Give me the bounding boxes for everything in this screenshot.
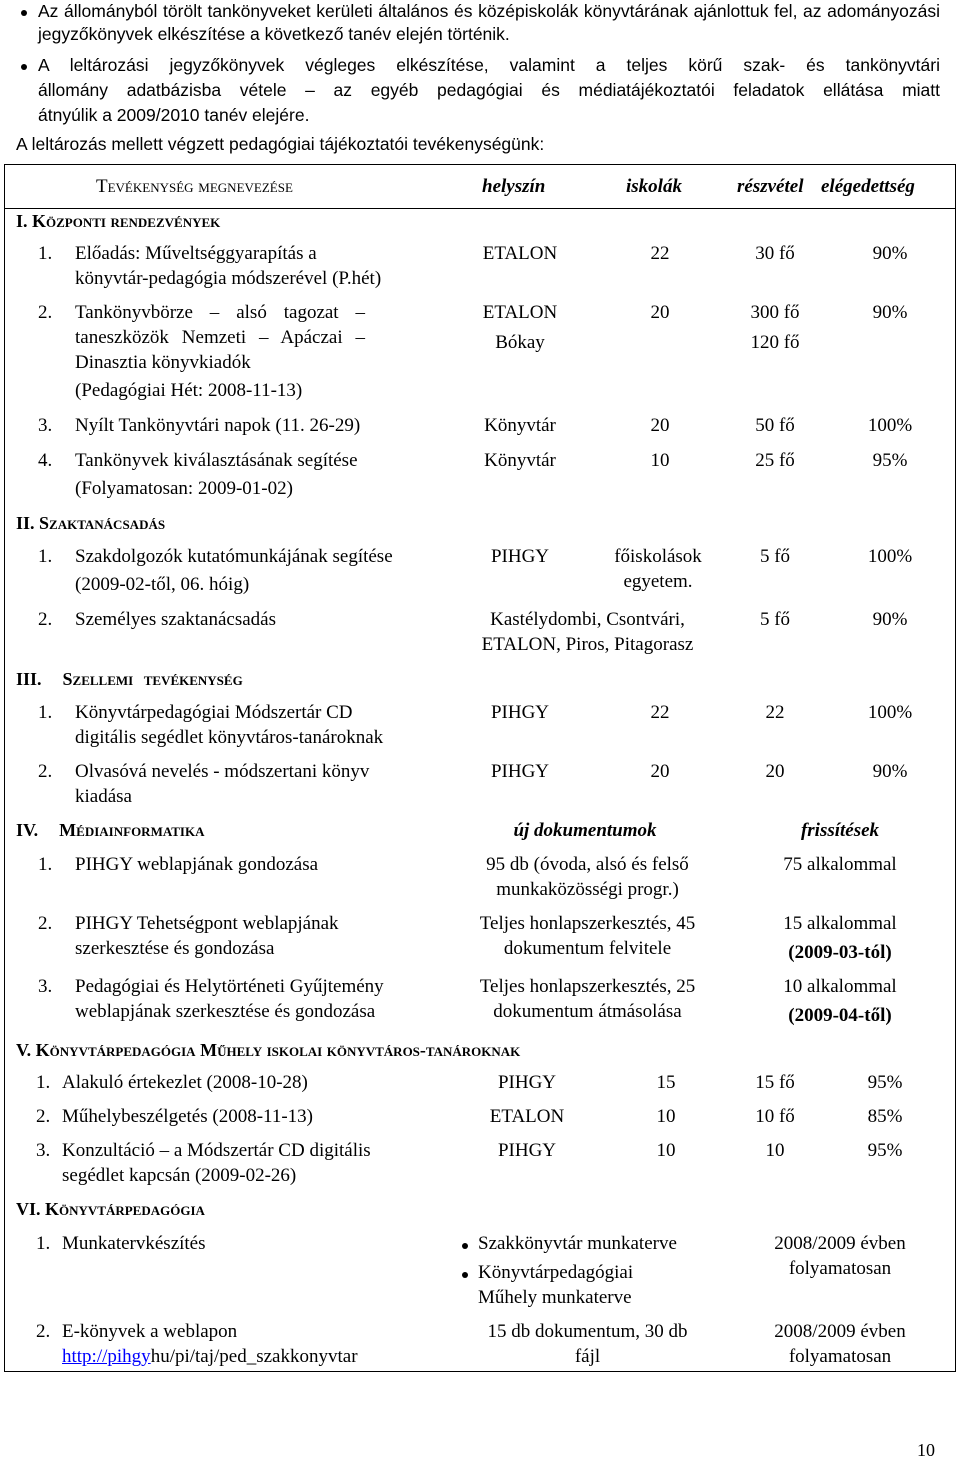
s2-row1-num: 1. <box>38 546 53 567</box>
s3-row2-num: 2. <box>38 761 53 782</box>
bullet-icon <box>21 10 27 16</box>
intro-bullet-2-line-1: A leltározási jegyzőkönyvek végleges elkészítése, valamint a teljes körű szak- és tankönyvtári <box>38 55 940 75</box>
s3-row2-location: PIHGY <box>490 761 550 782</box>
s4-row2-new-1: Teljes honlapszerkesztés, 45 <box>479 913 696 934</box>
s1-row4-participation: 25 fő <box>755 450 795 471</box>
activities-heading: A leltározás mellett végzett pedagógiai tájékoztatói tevékenységünk: <box>16 134 545 154</box>
s2-row2-line1: Személyes szaktanácsadás <box>75 609 276 630</box>
s3-row2-schools: 20 <box>650 761 670 782</box>
s4-row1-updates-1: 75 alkalommal <box>783 854 897 875</box>
intro-bullet-2-line-3: átnyúlik a 2009/2010 tanév elejére. <box>38 105 310 125</box>
s2-row1-line2: (2009-02-től, 06. hóig) <box>75 574 250 595</box>
s4-header-updates: frissítések <box>800 820 880 841</box>
s4-row3-line2: weblapjának szerkesztése és gondozása <box>75 1001 376 1022</box>
s2-row1-schools-1: főiskolások <box>614 546 702 567</box>
s1-row3-line1: Nyílt Tankönyvtári napok (11. 26-29) <box>75 415 361 436</box>
s3-row2-participation: 20 <box>765 761 785 782</box>
s5-row3-line2: segédlet kapcsán (2009-02-26) <box>62 1165 297 1186</box>
s5-row1-location: PIHGY <box>497 1072 557 1093</box>
s6-row2-docs-2: fájl <box>574 1346 601 1367</box>
s6-row1-bullet-1: Szakkönyvtár munkaterve <box>478 1233 677 1254</box>
s4-row2-num: 2. <box>38 913 53 934</box>
s1-row1-line2: könyvtár-pedagógia módszerével (P.hét) <box>75 268 382 289</box>
s2-row1-schools-2: egyetem. <box>623 571 693 592</box>
s1-row1-num: 1. <box>38 243 53 264</box>
s4-row1-new-1: 95 db (óvoda, alsó és felső <box>486 854 689 875</box>
s1-row2-participation-1: 300 fő <box>750 302 800 323</box>
s1-row2-participation-2: 120 fő <box>750 332 800 353</box>
page-number: 10 <box>917 1440 935 1460</box>
s1-row2-line4: (Pedagógiai Hét: 2008-11-13) <box>75 380 303 401</box>
s1-row3-participation: 50 fő <box>755 415 795 436</box>
section-6-title: VI. Könyvtárpedagógia <box>16 1199 205 1219</box>
section-2-title: II. Szaktanácsadás <box>16 513 166 533</box>
s2-row2-satisfaction: 90% <box>872 609 908 630</box>
s5-row3-num: 3. <box>36 1140 51 1161</box>
s2-row2-num: 2. <box>38 609 53 630</box>
s5-row1-num: 1. <box>36 1072 51 1093</box>
bullet-icon <box>462 1243 468 1249</box>
s5-row2-satisfaction: 85% <box>867 1106 903 1127</box>
header-participation: részvétel <box>737 176 804 197</box>
section-4-title: IV. Médiainformatika <box>16 820 205 840</box>
s1-row1-location: ETALON <box>482 243 558 264</box>
s1-row3-location: Könyvtár <box>484 415 556 436</box>
s1-row2-location-1: ETALON <box>482 302 558 323</box>
s6-row1-line1: Munkatervkészítés <box>62 1233 206 1254</box>
s6-row2-time-1: 2008/2009 évben <box>774 1321 906 1342</box>
table-header-divider <box>4 208 956 209</box>
s3-row1-participation: 22 <box>765 702 785 723</box>
s4-row3-line1: Pedagógiai és Helytörténeti Gyűjtemény <box>75 976 384 997</box>
s1-row4-location: Könyvtár <box>484 450 556 471</box>
s2-row2-location-2: ETALON, Piros, Pitagorasz <box>481 634 694 655</box>
s1-row2-satisfaction: 90% <box>872 302 908 323</box>
s5-row1-participation: 15 fő <box>755 1072 795 1093</box>
s5-row1-satisfaction: 95% <box>867 1072 903 1093</box>
s5-row2-schools: 10 <box>656 1106 676 1127</box>
s2-row2-location-1: Kastélydombi, Csontvári, <box>490 609 685 630</box>
s1-row1-participation: 30 fő <box>755 243 795 264</box>
s1-row3-schools: 20 <box>650 415 670 436</box>
pihgy-link[interactable]: http://pihgy <box>62 1346 151 1367</box>
header-activity-name: Tevékenység megnevezése <box>96 176 293 197</box>
s3-row2-line2: kiadása <box>75 786 132 807</box>
s3-row2-line1: Olvasóvá nevelés - módszertani könyv <box>75 761 370 782</box>
s1-row2-schools: 20 <box>650 302 670 323</box>
s1-row1-line1: Előadás: Műveltséggyarapítás a <box>75 243 317 264</box>
s1-row1-satisfaction: 90% <box>872 243 908 264</box>
s2-row1-participation: 5 fő <box>759 546 791 567</box>
s3-row1-schools: 22 <box>650 702 670 723</box>
s1-row2-line3: Dinasztia könyvkiadók <box>75 352 251 373</box>
s1-row3-num: 3. <box>38 415 53 436</box>
s3-row1-num: 1. <box>38 702 53 723</box>
bullet-icon <box>21 64 27 70</box>
s6-row2-time-2: folyamatosan <box>788 1346 892 1367</box>
s5-row2-location: ETALON <box>489 1106 565 1127</box>
s1-row4-schools: 10 <box>650 450 670 471</box>
s6-row2-line1: E-könyvek a weblapon <box>62 1321 238 1342</box>
s1-row2-line1: Tankönyvbörze – alsó tagozat – <box>75 302 365 323</box>
s4-row2-line1: PIHGY Tehetségpont weblapjának <box>75 913 339 934</box>
s6-row1-bullet-2a: Könyvtárpedagógiai <box>478 1262 634 1283</box>
s3-row1-satisfaction: 100% <box>867 702 913 723</box>
s5-row3-line1: Konzultáció – a Módszertár CD digitális <box>62 1140 371 1161</box>
s4-row3-updates-1: 10 alkalommal <box>783 976 897 997</box>
s1-row4-line2: (Folyamatosan: 2009-01-02) <box>75 478 293 499</box>
s3-row1-line1: Könyvtárpedagógiai Módszertár CD <box>75 702 353 723</box>
s5-row2-num: 2. <box>36 1106 51 1127</box>
section-5-title: V. Könyvtárpedagógia Műhely iskolai könyvtáros-tanároknak <box>16 1040 521 1060</box>
s6-row1-time-2: folyamatosan <box>788 1258 892 1279</box>
s4-row3-num: 3. <box>38 976 53 997</box>
s1-row4-num: 4. <box>38 450 53 471</box>
section-1-title: I. Központi rendezvények <box>16 211 221 231</box>
header-schools: iskolák <box>626 176 682 197</box>
intro-bullet-1: Az állományból törölt tankönyveket kerületi általános és középiskolák könyvtárának ajánlottuk fel, az adományozási jegyzőkönyvek elkészítése a következő tanév elején történik. <box>38 1 940 44</box>
s4-row3-new-1: Teljes honlapszerkesztés, 25 <box>479 976 696 997</box>
bullet-icon <box>462 1272 468 1278</box>
s1-row2-location-2: Bókay <box>495 332 545 353</box>
header-location: helyszín <box>482 176 546 197</box>
s4-row1-num: 1. <box>38 854 53 875</box>
s4-row2-line2: szerkesztése és gondozása <box>75 938 275 959</box>
s3-row1-line2: digitális segédlet könyvtáros-tanároknak <box>75 727 384 748</box>
s4-row1-line1: PIHGY weblapjának gondozása <box>75 854 319 875</box>
s2-row1-line1: Szakdolgozók kutatómunkájának segítése <box>75 546 393 567</box>
s3-row2-satisfaction: 90% <box>872 761 908 782</box>
s3-row1-location: PIHGY <box>490 702 550 723</box>
s4-row2-updates-1: 15 alkalommal <box>783 913 897 934</box>
s5-row2-line1: Műhelybeszélgetés (2008-11-13) <box>62 1106 313 1127</box>
s1-row2-num: 2. <box>38 302 53 323</box>
s1-row4-satisfaction: 95% <box>872 450 908 471</box>
s4-row3-new-2: dokumentum átmásolása <box>493 1001 682 1022</box>
link-path-text: hu/pi/taj/ped_szakkonyvtar <box>150 1346 358 1367</box>
s1-row1-schools: 22 <box>650 243 670 264</box>
s6-row1-bullet-2b: Műhely munkaterve <box>478 1287 632 1308</box>
s5-row1-schools: 15 <box>656 1072 676 1093</box>
s2-row1-satisfaction: 100% <box>867 546 913 567</box>
s1-row3-satisfaction: 100% <box>867 415 913 436</box>
s5-row2-participation: 10 fő <box>755 1106 795 1127</box>
section-3-title: III. Szellemi tevékenység <box>16 669 243 689</box>
s4-row2-updates-2: (2009-03-tól) <box>788 942 892 963</box>
s6-row1-time-1: 2008/2009 évben <box>774 1233 906 1254</box>
s4-row3-updates-2: (2009-04-től) <box>788 1005 892 1026</box>
s5-row1-line1: Alakuló értekezlet (2008-10-28) <box>62 1072 308 1093</box>
s4-header-new-documents: új dokumentumok <box>513 820 657 841</box>
s4-row2-new-2: dokumentum felvitele <box>503 938 672 959</box>
s5-row3-schools: 10 <box>656 1140 676 1161</box>
s2-row1-location: PIHGY <box>490 546 550 567</box>
s1-row2-line2: taneszközök Nemzeti – Apáczai – <box>75 327 365 348</box>
intro-bullet-2-line-2: állomány adatbázisba vétele – az egyéb pedagógiai és médiatájékoztatói feladatok ellátása miatt <box>38 80 940 100</box>
s6-row2-docs-1: 15 db dokumentum, 30 db <box>487 1321 688 1342</box>
s1-row4-line1: Tankönyvek kiválasztásának segítése <box>75 450 358 471</box>
s4-row1-new-2: munkaközösségi progr.) <box>496 879 679 900</box>
header-satisfaction: elégedettség <box>821 176 915 197</box>
s2-row2-participation: 5 fő <box>759 609 791 630</box>
s6-row1-num: 1. <box>36 1233 51 1254</box>
s5-row3-satisfaction: 95% <box>867 1140 903 1161</box>
s5-row3-location: PIHGY <box>497 1140 557 1161</box>
s5-row3-participation: 10 <box>765 1140 785 1161</box>
s6-row2-line2 <box>62 1346 358 1368</box>
s6-row2-num: 2. <box>36 1321 51 1342</box>
